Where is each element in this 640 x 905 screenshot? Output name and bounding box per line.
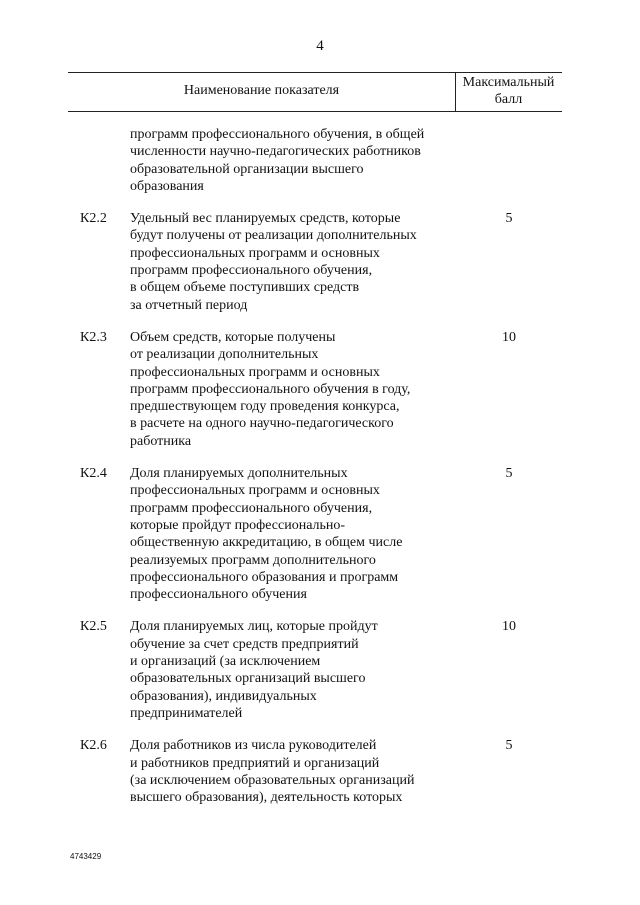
indicator-description: Доля планируемых лиц, которые пройдут обучение за счет средств предприятий и организаций (за исключением образовательных организаций высшего образования), индивидуальных предпринимателей <box>130 619 378 721</box>
indicator-description: Удельный вес планируемых средств, которые будут получены от реализации дополнительных профессиональных программ и основных программ профессионального обучения, в общем объеме поступивших средств за отчетный период <box>130 211 417 313</box>
indicator-max-score: 5 <box>505 466 513 482</box>
table-row-k2-2 <box>0 210 640 314</box>
indicator-code: К2.3 <box>80 329 107 345</box>
indicator-description: программ профессионального обучения, в общей численности научно-педагогических работников образовательной организации высшего образования <box>130 127 425 194</box>
indicator-description: Доля работников из числа руководителей и работников предприятий и организаций (за исключением образовательных организаций высшего образования), деятельность которых <box>130 738 415 806</box>
indicator-max-score: 10 <box>502 619 516 635</box>
indicator-description: Доля планируемых дополнительных профессиональных программ и основных программ профессионального обучения, которые пройдут профессионально- общественную аккредитацию, в общем числе реализуемых программ дополнительного профессионального образования и программ профессионального обучения <box>130 466 403 603</box>
indicator-max-score: 5 <box>505 211 513 227</box>
indicator-code: К2.2 <box>80 211 107 227</box>
page-number: 4 <box>316 38 324 54</box>
table-top-rule <box>68 72 562 73</box>
table-row-k2-3 <box>0 329 640 450</box>
indicator-max-score: 5 <box>505 738 513 754</box>
table-body <box>0 126 640 821</box>
indicator-code: К2.4 <box>80 466 107 482</box>
indicator-code: К2.6 <box>80 738 107 754</box>
document-id: 4743429 <box>70 852 102 861</box>
table-row-k2-6 <box>0 737 640 806</box>
table-header-bottom-rule <box>68 111 562 112</box>
indicator-code: К2.5 <box>80 619 107 635</box>
table-row-continuation <box>0 126 640 195</box>
table-row-k2-5 <box>0 618 640 722</box>
column-header-name: Наименование показателя <box>183 83 340 98</box>
indicator-description: Объем средств, которые получены от реализации дополнительных профессиональных программ и основных программ профессионального обучения в году, предшествующем году проведения конкурса, в расчете на одного научно-педагогического работника <box>130 329 411 449</box>
indicator-max-score: 10 <box>502 329 516 345</box>
column-header-max-score: Максимальный балл <box>462 75 555 107</box>
table-row-k2-4 <box>0 465 640 603</box>
